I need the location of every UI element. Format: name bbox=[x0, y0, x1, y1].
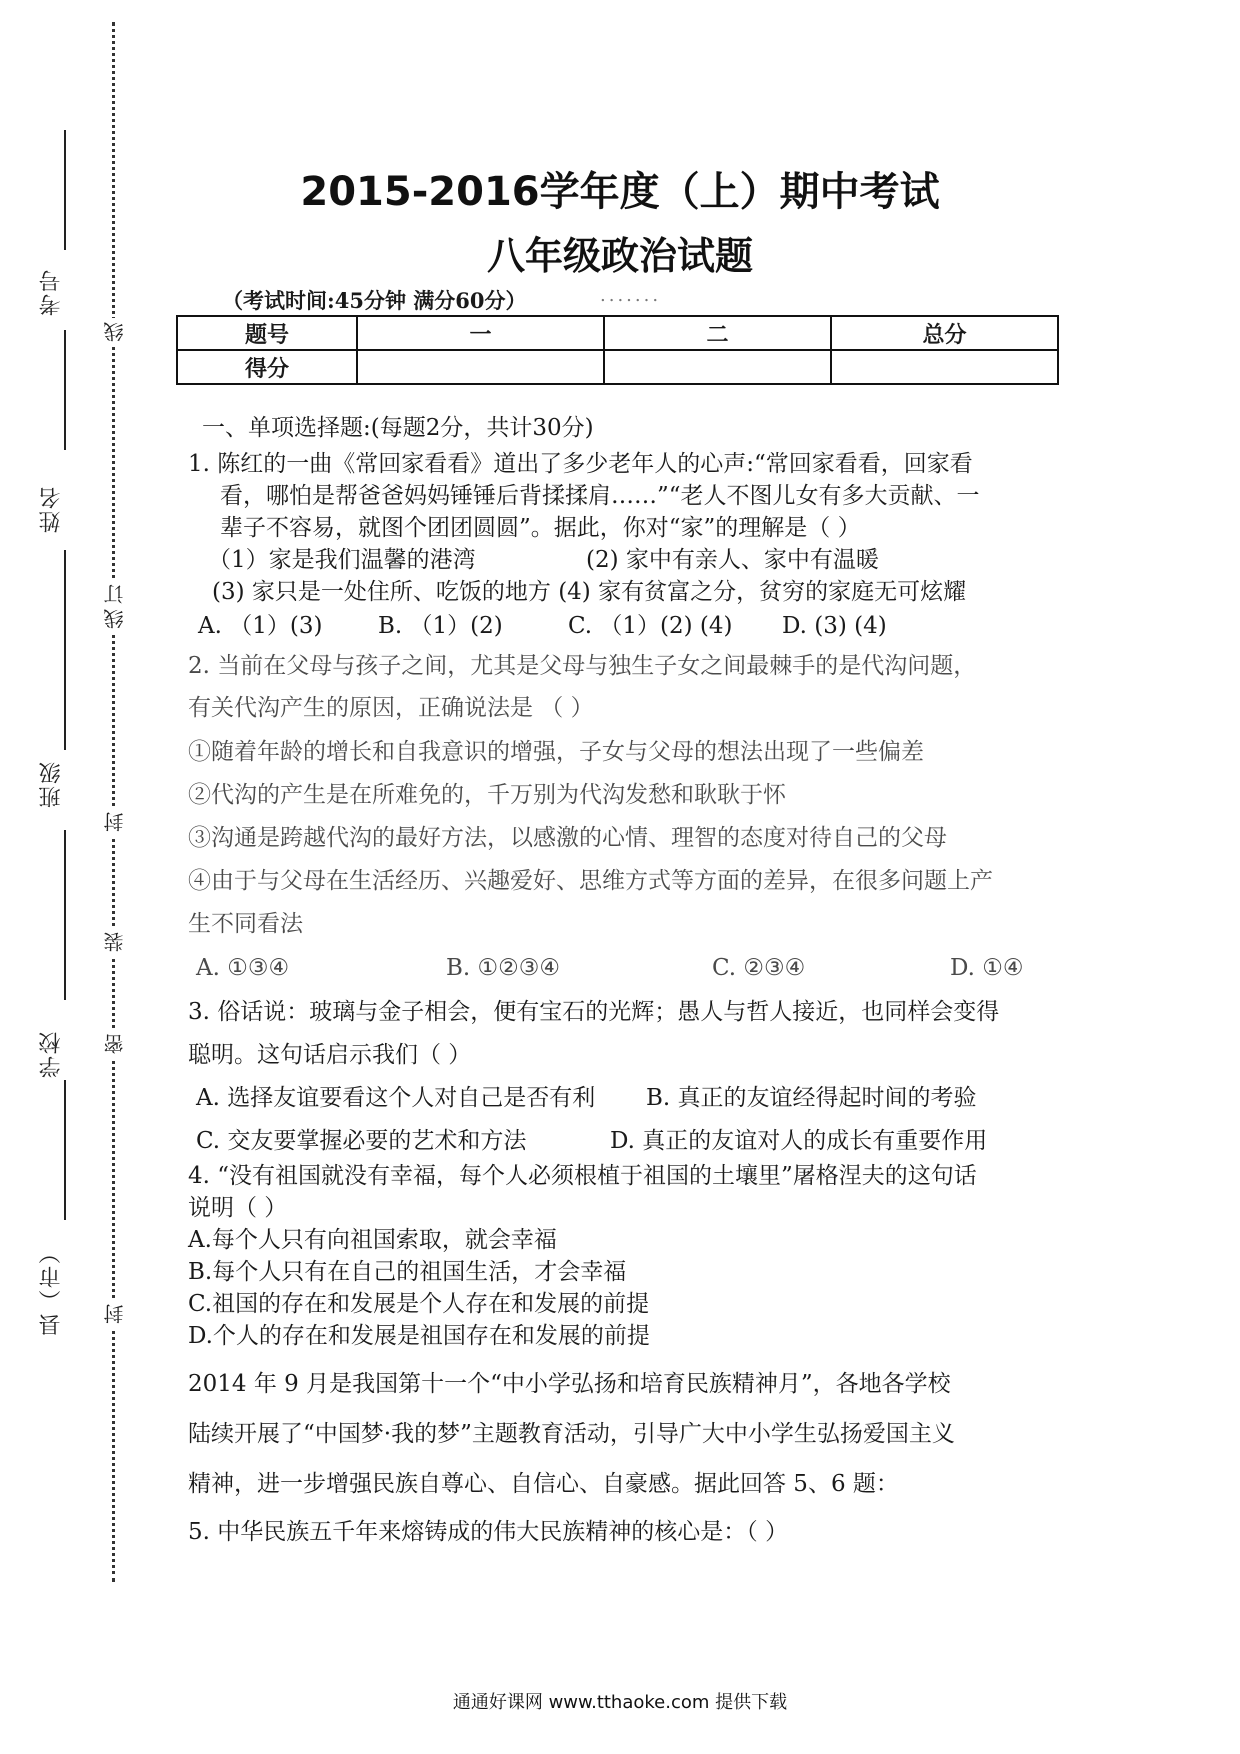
score-header-cell: 总分 bbox=[831, 316, 1058, 350]
field-label-school: 学校 bbox=[39, 1030, 64, 1078]
q2-line: ①随着年龄的增长和自我意识的增强，子女与父母的想法出现了一些偏差 bbox=[188, 739, 924, 765]
q2-choice: C. ②③④ bbox=[712, 955, 806, 981]
exam-title: 2015-2016学年度（上）期中考试 bbox=[300, 169, 940, 215]
q2-line: 2. 当前在父母与孩子之间，尤其是父母与独生子女之间最棘手的是代沟问题， bbox=[188, 653, 977, 679]
q1-line: 看，哪怕是帮爸爸妈妈锤锤后背揉揉肩……”“老人不图儿女有多大贡献、一 bbox=[220, 483, 980, 509]
q4-option: B.每个人只有在自己的祖国生活，才会幸福 bbox=[188, 1259, 627, 1285]
score-header-cell: 二 bbox=[604, 316, 831, 350]
seal-char: 订 bbox=[100, 580, 129, 608]
seal-char: 密 bbox=[100, 1030, 129, 1058]
q2-line: ③沟通是跨越代沟的最好方法，以感激的心情、理智的态度对待自己的父母 bbox=[188, 825, 947, 851]
field-line-county bbox=[64, 1080, 66, 1220]
q4-option: D.个人的存在和发展是祖国存在和发展的前提 bbox=[188, 1323, 650, 1349]
field-line-school bbox=[64, 830, 66, 1000]
q2-line: 生不同看法 bbox=[188, 911, 303, 937]
q1-line: 1. 陈红的一曲《常回家看看》道出了多少老年人的心声:“常回家看看，回家看 bbox=[188, 451, 973, 477]
score-header-cell: 题号 bbox=[177, 316, 357, 350]
q3-option-a: A. 选择友谊要看这个人对自己是否有利 bbox=[196, 1085, 596, 1111]
score-cell[interactable] bbox=[357, 350, 604, 384]
seal-char: 封 bbox=[100, 1300, 129, 1328]
q2-line: ②代沟的产生是在所难免的，千万别为代沟发愁和耿耿于怀 bbox=[188, 782, 786, 808]
q3-option-b: B. 真正的友谊经得起时间的考验 bbox=[646, 1085, 977, 1111]
seal-char: 装 bbox=[100, 928, 129, 956]
exam-subtitle: 八年级政治试题 bbox=[486, 234, 753, 278]
field-label-county: 县（市） bbox=[39, 1240, 64, 1336]
score-table-header-row bbox=[177, 316, 1058, 350]
passage-line: 2014 年 9 月是我国第十一个“中小学弘扬和培育民族精神月”，各地各学校 bbox=[188, 1371, 951, 1397]
q2-choice: A. ①③④ bbox=[196, 955, 290, 981]
q3-line: 聪明。这句话启示我们（ ） bbox=[188, 1042, 472, 1068]
q1-option: (3) 家只是一处住所、吃饭的地方 (4) 家有贫富之分，贫穷的家庭无可炫耀 bbox=[212, 579, 967, 605]
q1-choice: A. （1）(3) bbox=[198, 613, 323, 639]
seal-char: 线 bbox=[100, 605, 129, 633]
q2-line: ④由于与父母在生活经历、兴趣爱好、思维方式等方面的差异，在很多问题上产 bbox=[188, 868, 993, 894]
score-table-row bbox=[177, 350, 1058, 384]
score-cell[interactable] bbox=[831, 350, 1058, 384]
q2-choice: B. ①②③④ bbox=[446, 955, 561, 981]
q4-line: 4. “没有祖国就没有幸福，每个人必须根植于祖国的土壤里”屠格涅夫的这句话 bbox=[188, 1163, 977, 1189]
seal-char: 封 bbox=[100, 808, 129, 836]
score-header-cell: 一 bbox=[357, 316, 604, 350]
field-label-exam-number: 考号 bbox=[39, 268, 64, 316]
section-heading: 一、单项选择题:(每题2分，共计30分) bbox=[202, 415, 594, 441]
footer-source: 通通好课网 www.tthaoke.com 提供下载 bbox=[452, 1692, 788, 1713]
q5-line: 5. 中华民族五千年来熔铸成的伟大民族精神的核心是：（ ） bbox=[188, 1519, 789, 1545]
q3-option-c: C. 交友要掌握必要的艺术和方法 bbox=[196, 1128, 527, 1154]
passage-line: 陆续开展了“中国梦·我的梦”主题教育活动，引导广大中小学生弘扬爱国主义 bbox=[188, 1421, 955, 1447]
q2-choice: D. ①④ bbox=[950, 955, 1024, 981]
exam-meta: （考试时间:45分钟 满分60分） bbox=[222, 288, 527, 313]
field-label-class: 班级 bbox=[39, 760, 64, 808]
field-label-name: 姓名 bbox=[39, 485, 64, 533]
score-table bbox=[176, 315, 1059, 385]
q4-option: A.每个人只有向祖国索取，就会幸福 bbox=[188, 1227, 557, 1253]
q4-line: 说明（ ） bbox=[188, 1195, 288, 1221]
q1-choice: D. (3) (4) bbox=[782, 613, 887, 639]
q2-line: 有关代沟产生的原因，正确说法是 （ ） bbox=[188, 695, 594, 721]
q1-line: 辈子不容易，就图个团团圆圆”。据此，你对“家”的理解是（ ） bbox=[220, 515, 861, 541]
q4-option: C.祖国的存在和发展是个人存在和发展的前提 bbox=[188, 1291, 650, 1317]
passage-line: 精神，进一步增强民族自尊心、自信心、自豪感。据此回答 5、6 题： bbox=[188, 1471, 899, 1497]
seal-char: 线 bbox=[100, 318, 129, 346]
score-row-label: 得分 bbox=[177, 350, 357, 384]
q3-line: 3. 俗话说：玻璃与金子相会，便有宝石的光辉；愚人与哲人接近，也同样会变得 bbox=[188, 999, 1000, 1025]
score-cell[interactable] bbox=[604, 350, 831, 384]
q1-choice: C. （1）(2) (4) bbox=[568, 613, 733, 639]
q1-option: (2) 家中有亲人、家中有温暖 bbox=[586, 547, 879, 573]
q1-choice: B. （1）(2) bbox=[378, 613, 503, 639]
field-line-name bbox=[64, 330, 66, 450]
q1-option: （1）家是我们温馨的港湾 bbox=[208, 547, 476, 573]
field-line-class bbox=[64, 550, 66, 750]
q3-option-d: D. 真正的友谊对人的成长有重要作用 bbox=[610, 1128, 988, 1154]
meta-dots: ....... bbox=[600, 285, 662, 306]
